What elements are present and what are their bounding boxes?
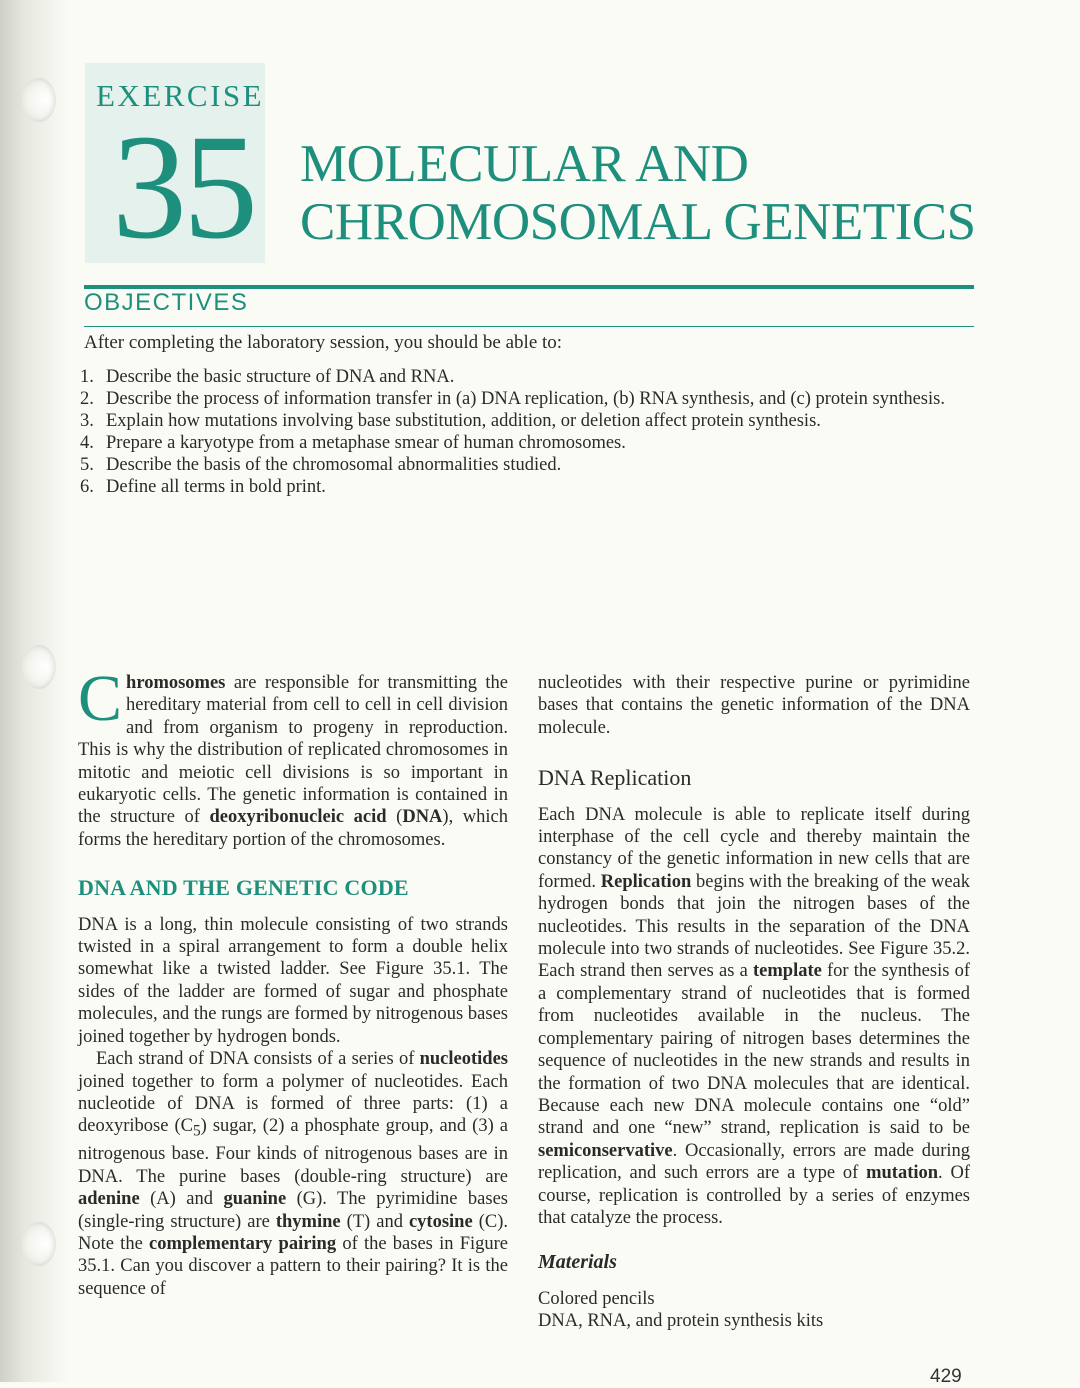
binder-hole-top (22, 78, 56, 122)
term-cytosine: cytosine (408, 1211, 473, 1232)
term-mutation: mutation (866, 1163, 939, 1184)
body-text: . Of course, replication is controlled by a series of enzymes that catalyze the process. (538, 1163, 970, 1228)
objective-text: Prepare a karyotype from a metaphase smear of human chromosomes. (106, 433, 626, 453)
objective-number: 1. (80, 367, 94, 387)
body-text: Each strand of DNA consists of a series of (96, 1049, 420, 1070)
intro-paragraph (78, 662, 508, 851)
subscript-5: 5 (192, 1123, 201, 1140)
objective-number: 5. (80, 455, 94, 475)
materials-heading: Materials (538, 1251, 617, 1274)
objective-text: Explain how mutations involving base substitution, addition, or deletion affect protein synthesis. (106, 411, 821, 431)
term-deoxyribonucleic-acid: deoxyribonucleic acid (209, 807, 387, 828)
body-text: begins with the breaking of the weak hydrogen bonds that join the nitrogen bases of the nucleotides. This results in the separation of the DNA molecule into two strands of nucleotides. See Figure 35.2. Each strand then serves as a (538, 871, 970, 982)
term-replication: Replication (600, 871, 692, 892)
binder-hole-bottom (22, 1222, 56, 1266)
left-column (78, 662, 508, 1300)
replication-paragraph (538, 804, 970, 1230)
objective-number: 3. (80, 411, 94, 431)
objective-item (80, 410, 960, 432)
intro-text: ( (386, 807, 403, 828)
binder-hole-middle (22, 645, 56, 689)
objective-text: Describe the basic structure of DNA and RNA. (106, 367, 455, 387)
objective-item (80, 432, 960, 454)
objectives-list (80, 366, 960, 498)
exercise-label: EXERCISE (96, 78, 265, 113)
term-template: template (753, 961, 822, 982)
objectives-heading: OBJECTIVES (84, 289, 249, 316)
body-text: (T) and (340, 1211, 409, 1232)
section-heading-dna-replication: DNA Replication (538, 765, 692, 791)
intro-text: are responsible for transmitting the hereditary material from cell to cell in cell division and from organism to progeny in reproduction. This is why the distribution of replicated chromosomes in mitotic and meiotic cell divisions is so important in eukaryotic cells. The genetic information is contained in the structure of (78, 673, 508, 828)
objective-text: Describe the process of information transfer in (a) DNA replication, (b) RNA synthesis, and (c) protein synthesis. (106, 389, 945, 409)
objective-item (80, 454, 960, 476)
term-chromosomes: hromosomes (126, 673, 226, 693)
section-heading-dna-genetic-code: DNA AND THE GENETIC CODE (78, 875, 409, 901)
continuation-paragraph: nucleotides with their respective purine or pyrimidine bases that contains the genetic information of the DNA molecule. (538, 673, 970, 738)
objectives-intro: After completing the laboratory session, you should be able to: (84, 332, 563, 353)
term-adenine: adenine (78, 1189, 140, 1210)
title-line-1: MOLECULAR AND (300, 135, 749, 193)
objectives-rule (84, 326, 974, 327)
objective-number: 4. (80, 433, 94, 453)
materials-item: DNA, RNA, and protein synthesis kits (538, 1311, 824, 1332)
page-number: 429 (930, 1366, 962, 1387)
objective-number: 6. (80, 477, 94, 497)
body-text: (A) and (139, 1189, 224, 1210)
body-text: . Occasionally, errors are made during replication, and such errors are a type of (538, 1140, 970, 1184)
term-nucleotides: nucleotides (419, 1049, 508, 1070)
body-text: (C). Note the (78, 1211, 508, 1255)
body-text: of the bases in Figure 35.1. Can you discover a pattern to their pairing? It is the sequence of (78, 1234, 508, 1299)
materials-item: Colored pencils (538, 1288, 655, 1309)
objective-text: Describe the basis of the chromosomal abnormalities studied. (106, 455, 562, 475)
objective-item (80, 366, 960, 388)
body-text: ) sugar, (2) a phosphate group, and (3) a nitrogenous base. Four kinds of nitrogenous bases are in DNA. The purine bases (double-ring structure) are (78, 1116, 508, 1187)
objective-text: Define all terms in bold print. (106, 477, 326, 497)
term-thymine: thymine (275, 1211, 341, 1232)
body-text: for the synthesis of a complementary strand of nucleotides that is formed from nucleotides available in the nucleus. The complementary pairing of nitrogen bases determines the sequence of nucleotides in the new strands and results in the formation of two DNA molecules that are identical. Because each new DNA molecule contains one “old” strand and one “new” strand, replication is said to be (538, 961, 970, 1139)
drop-cap: C (78, 662, 123, 735)
right-column (538, 672, 970, 1333)
term-semiconservative: semiconservative (538, 1140, 673, 1161)
body-text: Each DNA molecule is able to replicate itself during interphase of the cell cycle and thereby maintain the constancy of the genetic information in new cells that are formed. (538, 804, 970, 892)
objective-item (80, 388, 960, 410)
dna-paragraph-1: DNA is a long, thin molecule consisting of two strands twisted in a spiral arrangement to form a double helix somewhat like a twisted ladder. See Figure 35.1. The sides of the ladder are formed of sugar and phosphate molecules, and the rungs are formed by nitrogenous bases joined together by hydrogen bonds. (78, 914, 508, 1047)
intro-text: ), which forms the hereditary portion of the chromosomes. (78, 807, 508, 850)
page-title (300, 135, 1000, 251)
title-line-2: CHROMOSOMAL GENETICS (300, 193, 976, 251)
body-text: (G). The pyrimidine bases (single-ring structure) are (78, 1189, 508, 1232)
dna-paragraph-2 (78, 1048, 508, 1300)
term-complementary-pairing: complementary pairing (149, 1234, 337, 1255)
page-binding-shadow (0, 0, 70, 1382)
objective-number: 2. (80, 389, 94, 409)
objective-item (80, 476, 960, 498)
body-text: joined together to form a polymer of nucleotides. Each nucleotide of DNA is formed of three parts: (1) a deoxyribose (C (78, 1071, 508, 1137)
term-guanine: guanine (223, 1189, 287, 1210)
exercise-number: 35 (112, 104, 254, 270)
term-dna: DNA (402, 807, 443, 828)
